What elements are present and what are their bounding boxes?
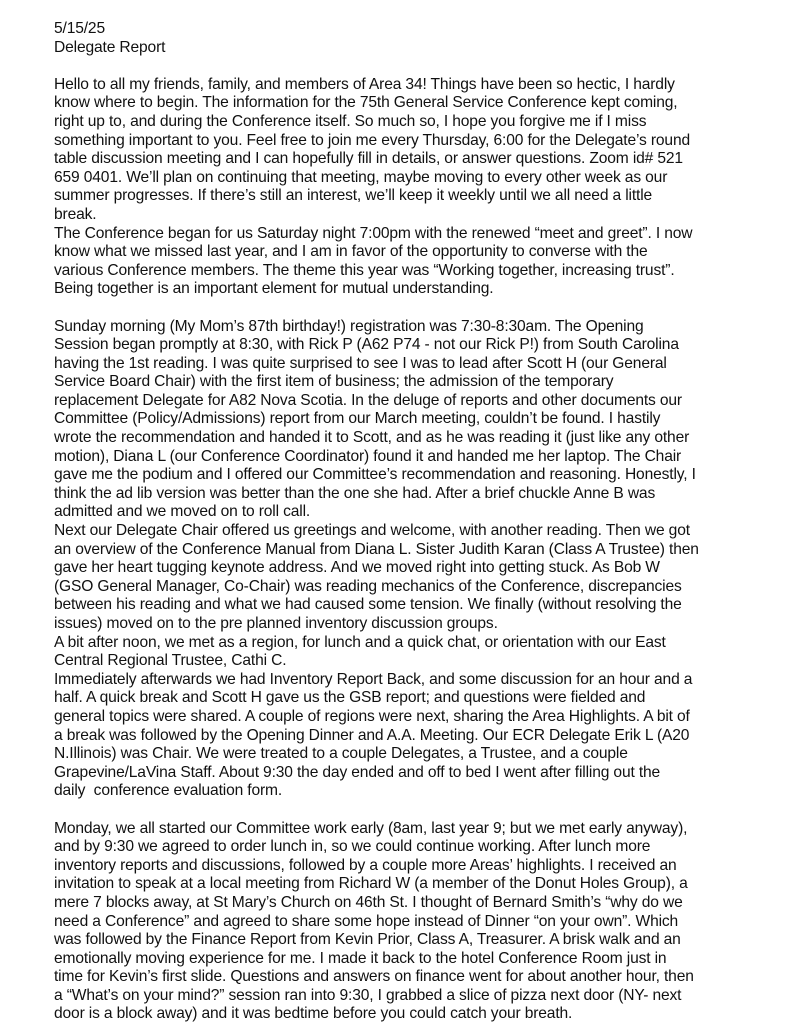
text-line: Monday, we all started our Committee work early (8am, last year 9; but we met early anyway),: [54, 819, 688, 837]
text-line: a break was followed by the Opening Dinner and A.A. Meeting. Our ECR Delegate Erik L (A20: [54, 726, 690, 744]
text-line: (GSO General Manager, Co-Chair) was reading mechanics of the Conference, discrepancies: [54, 577, 682, 595]
text-line: between his reading and what we had caused some tension. We finally (without resolving the: [54, 596, 682, 614]
paragraph-sunday-keynote: [54, 522, 784, 634]
text-line: daily conference evaluation form.: [54, 782, 283, 800]
text-line: know what we missed last year, and I am in favor of the opportunity to converse with the: [54, 243, 648, 261]
text-line: door is a block away) and it was bedtime before you could catch your breath.: [54, 1005, 573, 1023]
spacer: [54, 299, 784, 318]
text-line: right up to, and during the Conference itself. So much so, I hope you forgive me if I miss: [54, 112, 647, 130]
text-line: various Conference members. The theme this year was “Working together, increasing trust”.: [54, 261, 675, 279]
text-line: Immediately afterwards we had Inventory Report Back, and some discussion for an hour and a: [54, 670, 693, 688]
paragraph-sunday-opening: [54, 318, 784, 523]
text-line: N.Illinois) was Chair. We were treated to a couple Delegates, a Trustee, and a couple: [54, 745, 628, 763]
text-line: Committee (Policy/Admissions) report from our March meeting, couldn’t be found. I hastily: [54, 410, 661, 428]
text-line: admitted and we moved on to roll call.: [54, 503, 311, 521]
text-line: invitation to speak at a local meeting from Richard W (a member of the Donut Holes Group), a: [54, 875, 688, 893]
text-line: A bit after noon, we met as a region, for lunch and a quick chat, or orientation with our East: [54, 633, 666, 651]
text-line: emotionally moving experience for me. I made it back to the hotel Conference Room just in: [54, 949, 667, 967]
spacer: [54, 801, 784, 820]
text-line: 659 0401. We’ll plan on continuing that meeting, maybe moving to every other week as our: [54, 168, 668, 186]
text-line: a “What’s on your mind?” session ran into 9:30, I grabbed a slice of pizza next door (NY- next: [54, 986, 682, 1004]
text-line: Hello to all my friends, family, and members of Area 34! Things have been so hectic, I hardly: [54, 75, 675, 93]
text-line: and by 9:30 we agreed to order lunch in, so we could continue working. After lunch more: [54, 838, 651, 856]
report-title: Delegate Report: [54, 38, 166, 56]
text-line: break.: [54, 205, 97, 223]
text-line: Sunday morning (My Mom’s 87th birthday!) registration was 7:30-8:30am. The Opening: [54, 317, 644, 335]
text-line: issues) moved on to the pre planned inventory discussion groups.: [54, 615, 498, 632]
text-line: Service Board Chair) with the first item of business; the admission of the temporary: [54, 373, 614, 391]
text-line: motion), Diana L (our Conference Coordinator) found it and handed me her laptop. The Chair: [54, 447, 682, 465]
text-line: Central Regional Trustee, Cathi C.: [54, 652, 287, 670]
text-line: general topics were shared. A couple of regions were next, sharing the Area Highlights. A bit of: [54, 707, 690, 725]
text-line: inventory reports and discussions, followed by a couple more Areas’ highlights. I received an: [54, 856, 677, 874]
text-line: mere 7 blocks away, at St Mary’s Church on 46th St. I thought of Bernard Smith’s “why do we: [54, 893, 683, 911]
text-line: half. A quick break and Scott H gave us the GSB report; and questions were fielded and: [54, 689, 646, 707]
paragraph-saturday: [54, 225, 784, 299]
report-date: 5/15/25: [54, 20, 105, 37]
text-line: was followed by the Finance Report from Kevin Prior, Class A, Treasurer. A brisk walk and an: [54, 931, 681, 949]
paragraph-intro: [54, 76, 784, 225]
text-line: need a Conference” and agreed to share some hope instead of Dinner “on your own”. Which: [54, 912, 679, 930]
text-line: think the ad lib version was better than the one she had. After a brief chuckle Anne B was: [54, 484, 656, 502]
text-line: something important to you. Feel free to join me every Thursday, 6:00 for the Delegate’s round: [54, 131, 690, 149]
text-line: wrote the recommendation and handed it to Scott, and as he was reading it (just like any other: [54, 429, 690, 447]
text-line: The Conference began for us Saturday night 7:00pm with the renewed “meet and greet”. I now: [54, 224, 693, 242]
text-line: Grapevine/LaVina Staff. About 9:30 the day ended and off to bed I went after filling out the: [54, 763, 661, 781]
text-line: summer progresses. If there’s still an interest, we’ll keep it weekly until we all need a little: [54, 187, 653, 205]
text-line: time for Kevin’s first slide. Questions and answers on finance went for about another hour, then: [54, 968, 694, 986]
text-line: Session began promptly at 8:30, with Rick P (A62 P74 - not our Rick P!) from South Carolina: [54, 336, 679, 354]
paragraph-sunday-afternoon: [54, 671, 784, 801]
spacer: [54, 57, 784, 76]
document-page: [54, 20, 784, 1024]
paragraph-monday: [54, 820, 784, 1024]
text-line: table discussion meeting and I can hopefully fill in details, or answer questions. Zoom id# 521: [54, 150, 683, 168]
text-line: having the 1st reading. I was quite surprised to see I was to lead after Scott H (our General: [54, 354, 667, 372]
text-line: Being together is an important element for mutual understanding.: [54, 280, 494, 298]
text-line: an overview of the Conference Manual from Diana L. Sister Judith Karan (Class A Trustee) then: [54, 540, 699, 558]
paragraph-sunday-lunch: [54, 634, 784, 671]
text-line: gave her heart tugging keynote address. And we moved right into getting stuck. As Bob W: [54, 559, 660, 577]
text-line: know where to begin. The information for the 75th General Service Conference kept coming,: [54, 94, 678, 112]
text-line: Next our Delegate Chair offered us greetings and welcome, with another reading. Then we got: [54, 522, 690, 540]
text-line: gave me the podium and I offered our Committee’s recommendation and reasoning. Honestly, I: [54, 466, 696, 484]
text-line: replacement Delegate for A82 Nova Scotia. In the deluge of reports and other documents our: [54, 391, 682, 409]
